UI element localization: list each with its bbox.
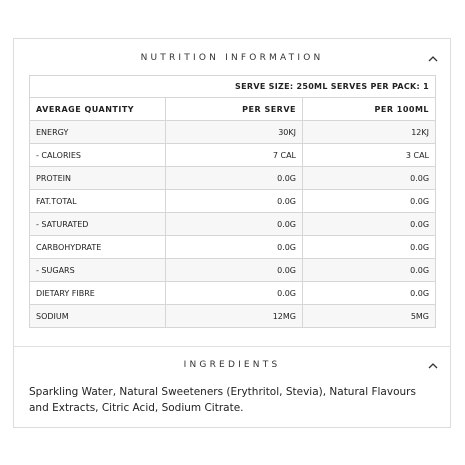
nutrition-table [29, 75, 436, 328]
row-per-serve: 12MG [166, 305, 303, 328]
table-row [30, 213, 436, 236]
row-per-serve: 0.0G [166, 236, 303, 259]
row-per-serve: 0.0G [166, 167, 303, 190]
row-label: ENERGY [30, 121, 166, 144]
nutrition-table-wrapper [29, 75, 435, 328]
row-label: - SATURATED [30, 213, 166, 236]
row-per-serve: 7 CAL [166, 144, 303, 167]
table-row [30, 282, 436, 305]
product-info-panel [13, 38, 451, 428]
column-header-per-serve: PER SERVE [166, 98, 303, 121]
row-label: FAT.TOTAL [30, 190, 166, 213]
row-per-100ml: 3 CAL [303, 144, 436, 167]
row-label: - CALORIES [30, 144, 166, 167]
row-per-serve: 30KJ [166, 121, 303, 144]
table-header-row [30, 98, 436, 121]
row-per-100ml: 12KJ [303, 121, 436, 144]
row-per-serve: 0.0G [166, 190, 303, 213]
column-header-per-100ml: PER 100ML [303, 98, 436, 121]
nutrition-information-header[interactable] [14, 40, 450, 76]
ingredients-title: INGREDIENTS [183, 360, 281, 370]
row-label: CARBOHYDRATE [30, 236, 166, 259]
row-label: - SUGARS [30, 259, 166, 282]
serving-info-row [30, 76, 436, 98]
row-per-serve: 0.0G [166, 213, 303, 236]
table-row [30, 121, 436, 144]
table-row [30, 167, 436, 190]
table-row [30, 190, 436, 213]
row-per-serve: 0.0G [166, 259, 303, 282]
serving-info: SERVE SIZE: 250ML SERVES PER PACK: 1 [30, 76, 436, 98]
ingredients-text: Sparkling Water, Natural Sweeteners (Erythritol, Stevia), Natural Flavours and Extracts, Citric Acid, Sodium Citrate. [29, 386, 416, 414]
row-label: SODIUM [30, 305, 166, 328]
table-row [30, 236, 436, 259]
row-per-100ml: 0.0G [303, 282, 436, 305]
row-label: DIETARY FIBRE [30, 282, 166, 305]
row-per-100ml: 0.0G [303, 190, 436, 213]
row-per-100ml: 0.0G [303, 236, 436, 259]
row-per-serve: 0.0G [166, 282, 303, 305]
table-row [30, 259, 436, 282]
row-label: PROTEIN [30, 167, 166, 190]
row-per-100ml: 0.0G [303, 213, 436, 236]
row-per-100ml: 5MG [303, 305, 436, 328]
table-row [30, 144, 436, 167]
table-row [30, 305, 436, 328]
row-per-100ml: 0.0G [303, 167, 436, 190]
chevron-up-icon[interactable] [427, 359, 439, 371]
ingredients-header[interactable] [14, 347, 450, 383]
row-per-100ml: 0.0G [303, 259, 436, 282]
nutrition-information-title: NUTRITION INFORMATION [140, 53, 324, 63]
chevron-up-icon[interactable] [427, 52, 439, 64]
column-header-average-quantity: AVERAGE QUANTITY [30, 98, 166, 121]
